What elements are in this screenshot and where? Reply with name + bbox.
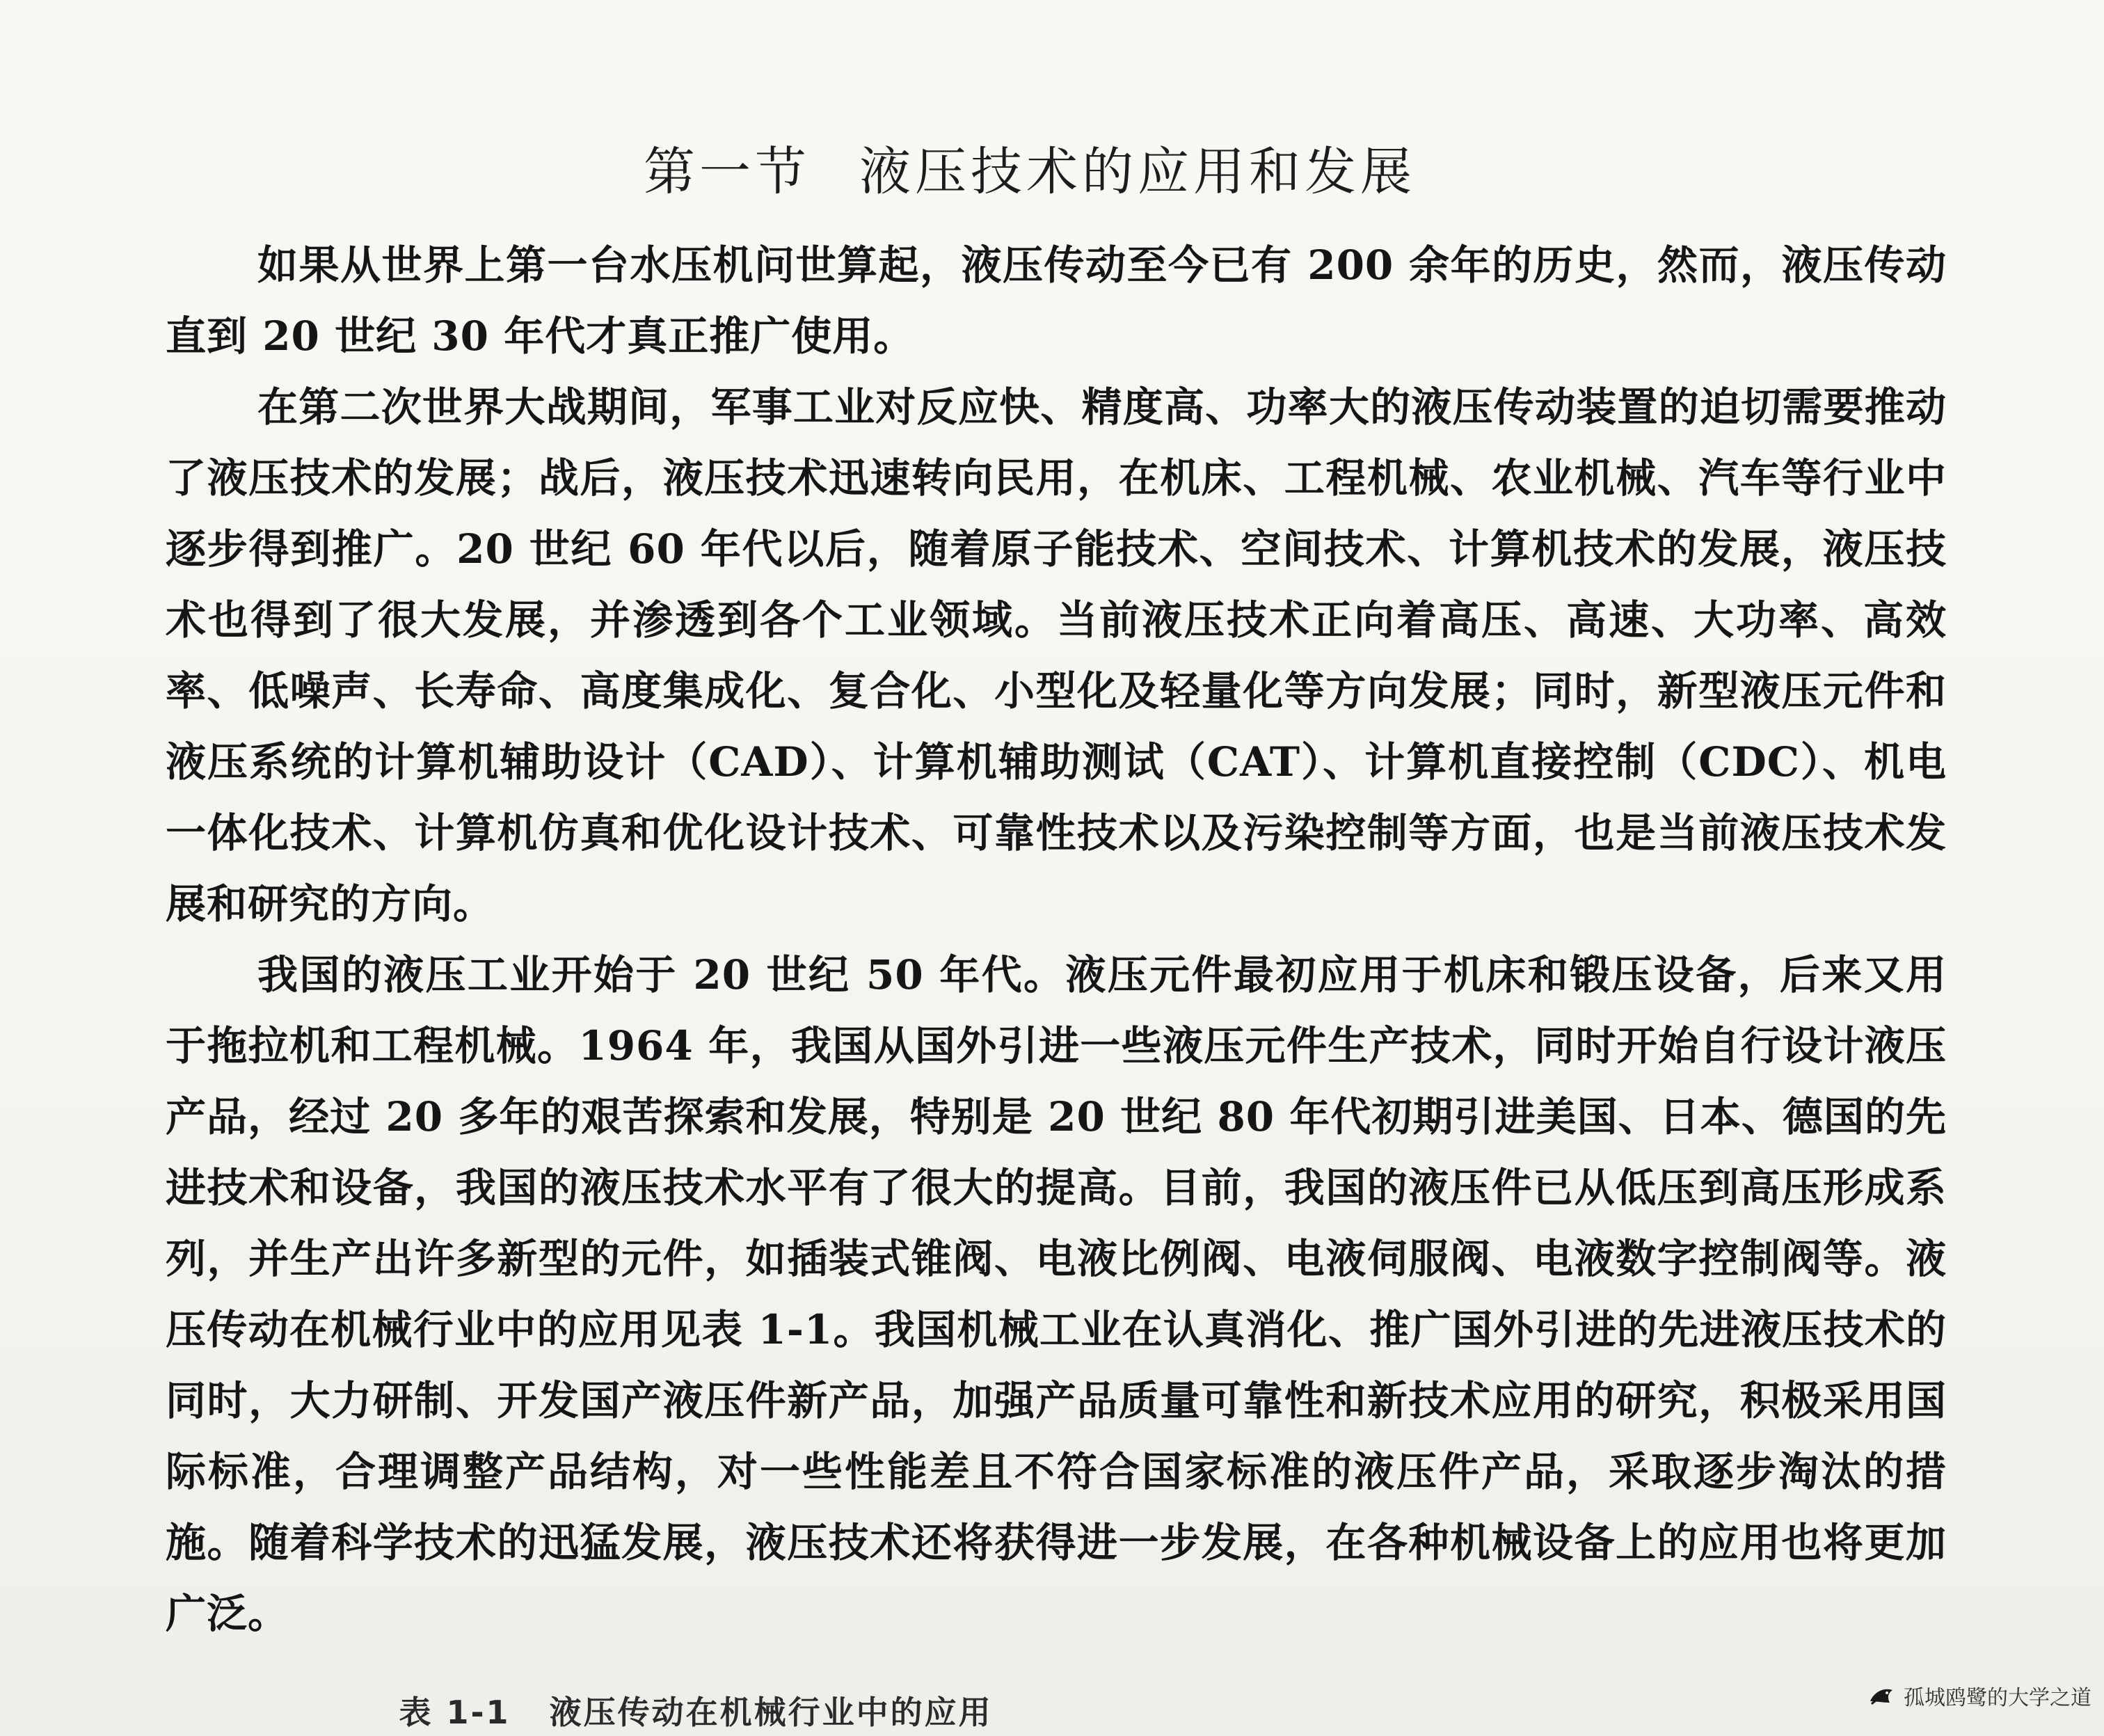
table-caption <box>0 1687 1392 1733</box>
watermark-text: 孤城鸥鹭的大学之道 <box>1904 1686 2091 1710</box>
body-text <box>166 230 1947 1649</box>
section-heading: 液压技术的应用和发展 <box>859 141 1416 202</box>
paragraph-3: 我国的液压工业开始于 20 世纪 50 年代。液压元件最初应用于机床和锻压设备，后来又用于拖拉机和工程机械。1964 年，我国从国外引进一些液压元件生产技术，同时开始自行设计液压产品，经过 20 多年的艰苦探索和发展，特别是 20 世纪 80 年代初期引进美国、日本、德国的先进技术和设备，我国的液压技术水平有了很大的提高。目前，我国的液压件已从低压到高压形成系列，并生产出许多新型的元件，如插装式锥阀、电液比例阀、电液伺服阀、电液数字控制阀等。液压传动在机械行业中的应用见表 1-1。我国机械工业在认真消化、推广国外引进的先进液压技术的同时，大力研制、开发国产液压件新产品，加强产品质量可靠性和新技术应用的研究，积极采用国际标准，合理调整产品结构，对一些性能差且不符合国家标准的液压件产品，采取逐步淘汰的措施。随着科学技术的迅猛发展，液压技术还将获得进一步发展，在各种机械设备上的应用也将更加广泛。 <box>166 951 1947 1637</box>
section-title <box>0 131 2059 205</box>
section-number: 第一节 <box>644 141 811 202</box>
table-title: 液压传动在机械行业中的应用 <box>549 1694 993 1731</box>
table-number: 表 1-1 <box>399 1694 511 1731</box>
paragraph-1: 如果从世界上第一台水压机问世算起，液压传动至今已有 200 余年的历史，然而，液压传动直到 20 世纪 30 年代才真正推广使用。 <box>166 241 1947 360</box>
paragraph-2: 在第二次世界大战期间，军事工业对反应快、精度高、功率大的液压传动装置的迫切需要推动了液压技术的发展；战后，液压技术迅速转向民用，在机床、工程机械、农业机械、汽车等行业中逐步得到推广。20 世纪 60 年代以后，随着原子能技术、空间技术、计算机技术的发展，液压技术也得到了很大发展，并渗透到各个工业领域。当前液压技术正向着高压、高速、大功率、高效率、低噪声、长寿命、高度集成化、复合化、小型化及轻量化等方向发展；同时，新型液压元件和液压系统的计算机辅助设计（CAD）、计算机辅助测试（CAT）、计算机直接控制（CDC）、机电一体化技术、计算机仿真和优化设计技术、可靠性技术以及污染控制等方面，也是当前液压技术发展和研究的方向。 <box>166 383 1947 927</box>
fish-logo-icon <box>1866 1680 1897 1711</box>
watermark <box>1866 1680 2091 1711</box>
